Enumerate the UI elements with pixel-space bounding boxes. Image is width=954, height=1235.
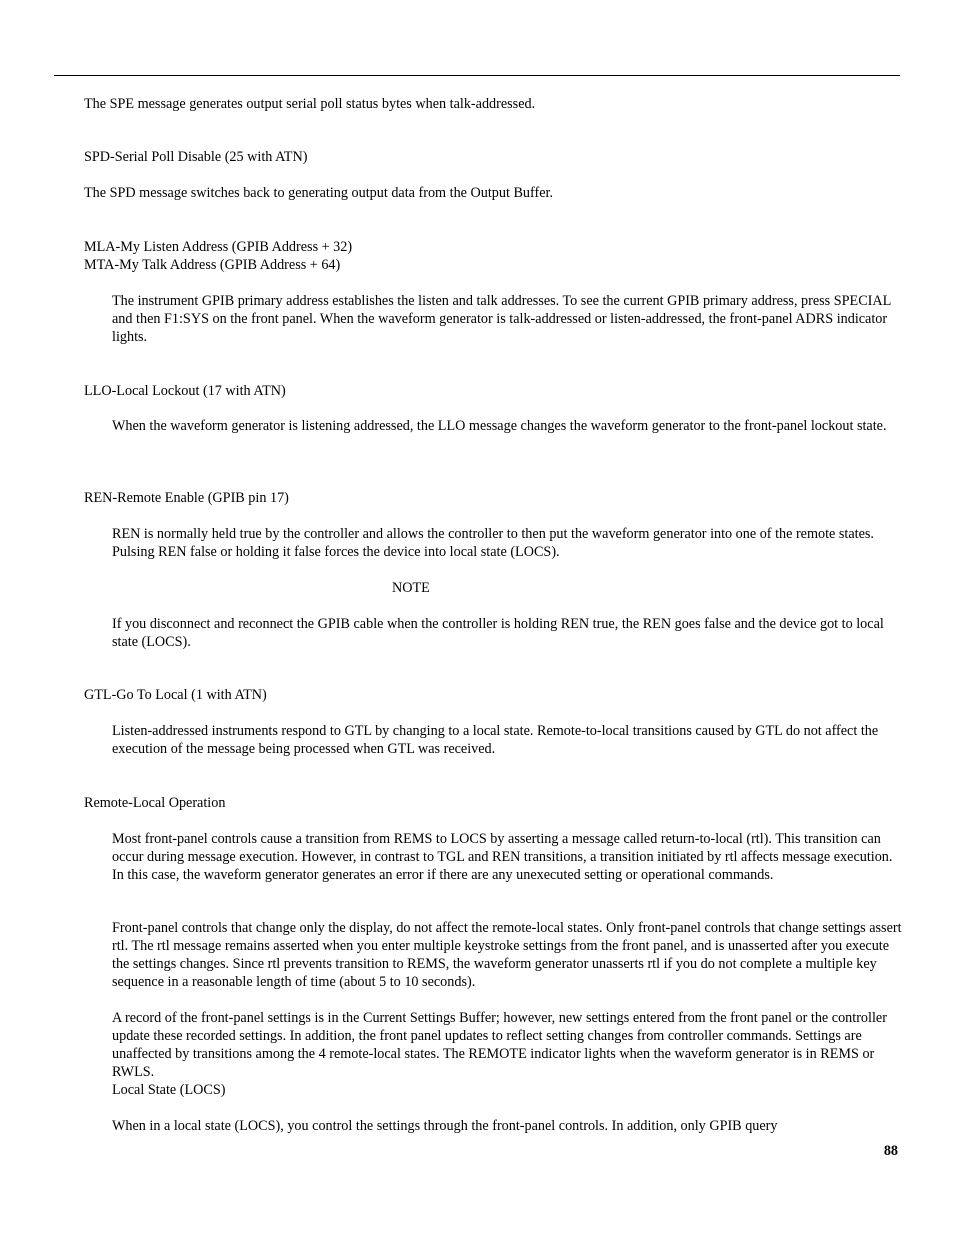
remote-local-paragraph-1: Most front-panel controls cause a transition from REMS to LOCS by asserting a message called return-to-local (rtl). This transition can occur during message execution. However, in contrast to TGL and REN transitions, a transition initiated by rtl affects message execution. In this case, the waveform generator generates an error if there are any unexecuted setting or operational commands. (112, 831, 893, 883)
page-number: 88 (883, 1143, 898, 1159)
local-state-description: When in a local state (LOCS), you control the settings through the front-panel controls. In addition, only GPIB query (112, 1118, 778, 1134)
mla-heading: MLA-My Listen Address (GPIB Address + 32) (84, 239, 353, 255)
remote-local-heading: Remote-Local Operation (84, 795, 226, 811)
header-rule (54, 75, 900, 76)
spe-description: The SPE message generates output serial poll status bytes when talk-addressed. (84, 96, 536, 112)
spd-heading: SPD-Serial Poll Disable (25 with ATN) (84, 149, 308, 165)
gtl-heading: GTL-Go To Local (1 with ATN) (84, 687, 267, 703)
mta-heading: MTA-My Talk Address (GPIB Address + 64) (84, 257, 341, 273)
ren-description: REN is normally held true by the controller and allows the controller to then put the waveform generator into one of the remote states. Pulsing REN false or holding it false forces the device into local state (LOCS). (112, 526, 874, 560)
remote-local-paragraph-3: A record of the front-panel settings is in the Current Settings Buffer; however, new settings entered from the front panel or the controller update these recorded settings. In addition, the front panel updates to reflect setting changes from controller commands. Settings are unaffected by transitions among the 4 remote-local states. The REMOTE indicator lights when the waveform generator is in REMS or RWLS. (112, 1010, 887, 1080)
ren-heading: REN-Remote Enable (GPIB pin 17) (84, 490, 289, 506)
local-state-heading: Local State (LOCS) (112, 1082, 226, 1098)
note-label: NOTE (392, 580, 430, 596)
llo-description: When the waveform generator is listening addressed, the LLO message changes the waveform generator to the front-panel lockout state. (112, 418, 887, 434)
gtl-description: Listen-addressed instruments respond to GTL by changing to a local state. Remote-to-local transitions caused by GTL do not affect the execution of the message being processed when GTL was received. (112, 723, 879, 757)
spd-description: The SPD message switches back to generating output data from the Output Buffer. (84, 185, 554, 201)
note-text: If you disconnect and reconnect the GPIB cable when the controller is holding REN true, the REN goes false and the device got to local state (LOCS). (112, 616, 884, 650)
remote-local-paragraph-2: Front-panel controls that change only the display, do not affect the remote-local states. Only front-panel controls that change settings assert rtl. The rtl message remains asserted when you enter multiple keystroke settings from the front panel, and is unasserted after you execute the settings changes. Since rtl prevents transition to REMS, the waveform generator unasserts rtl if you do not complete a multiple key sequence in a reasonable length of time (about 5 to 10 seconds). (112, 920, 902, 990)
llo-heading: LLO-Local Lockout (17 with ATN) (84, 383, 286, 399)
address-description: The instrument GPIB primary address establishes the listen and talk addresses. To see the current GPIB primary address, press SPECIAL and then F1:SYS on the front panel. When the waveform generator is talk-addressed or listen-addressed, the front-panel ADRS indicator lights. (112, 293, 891, 345)
